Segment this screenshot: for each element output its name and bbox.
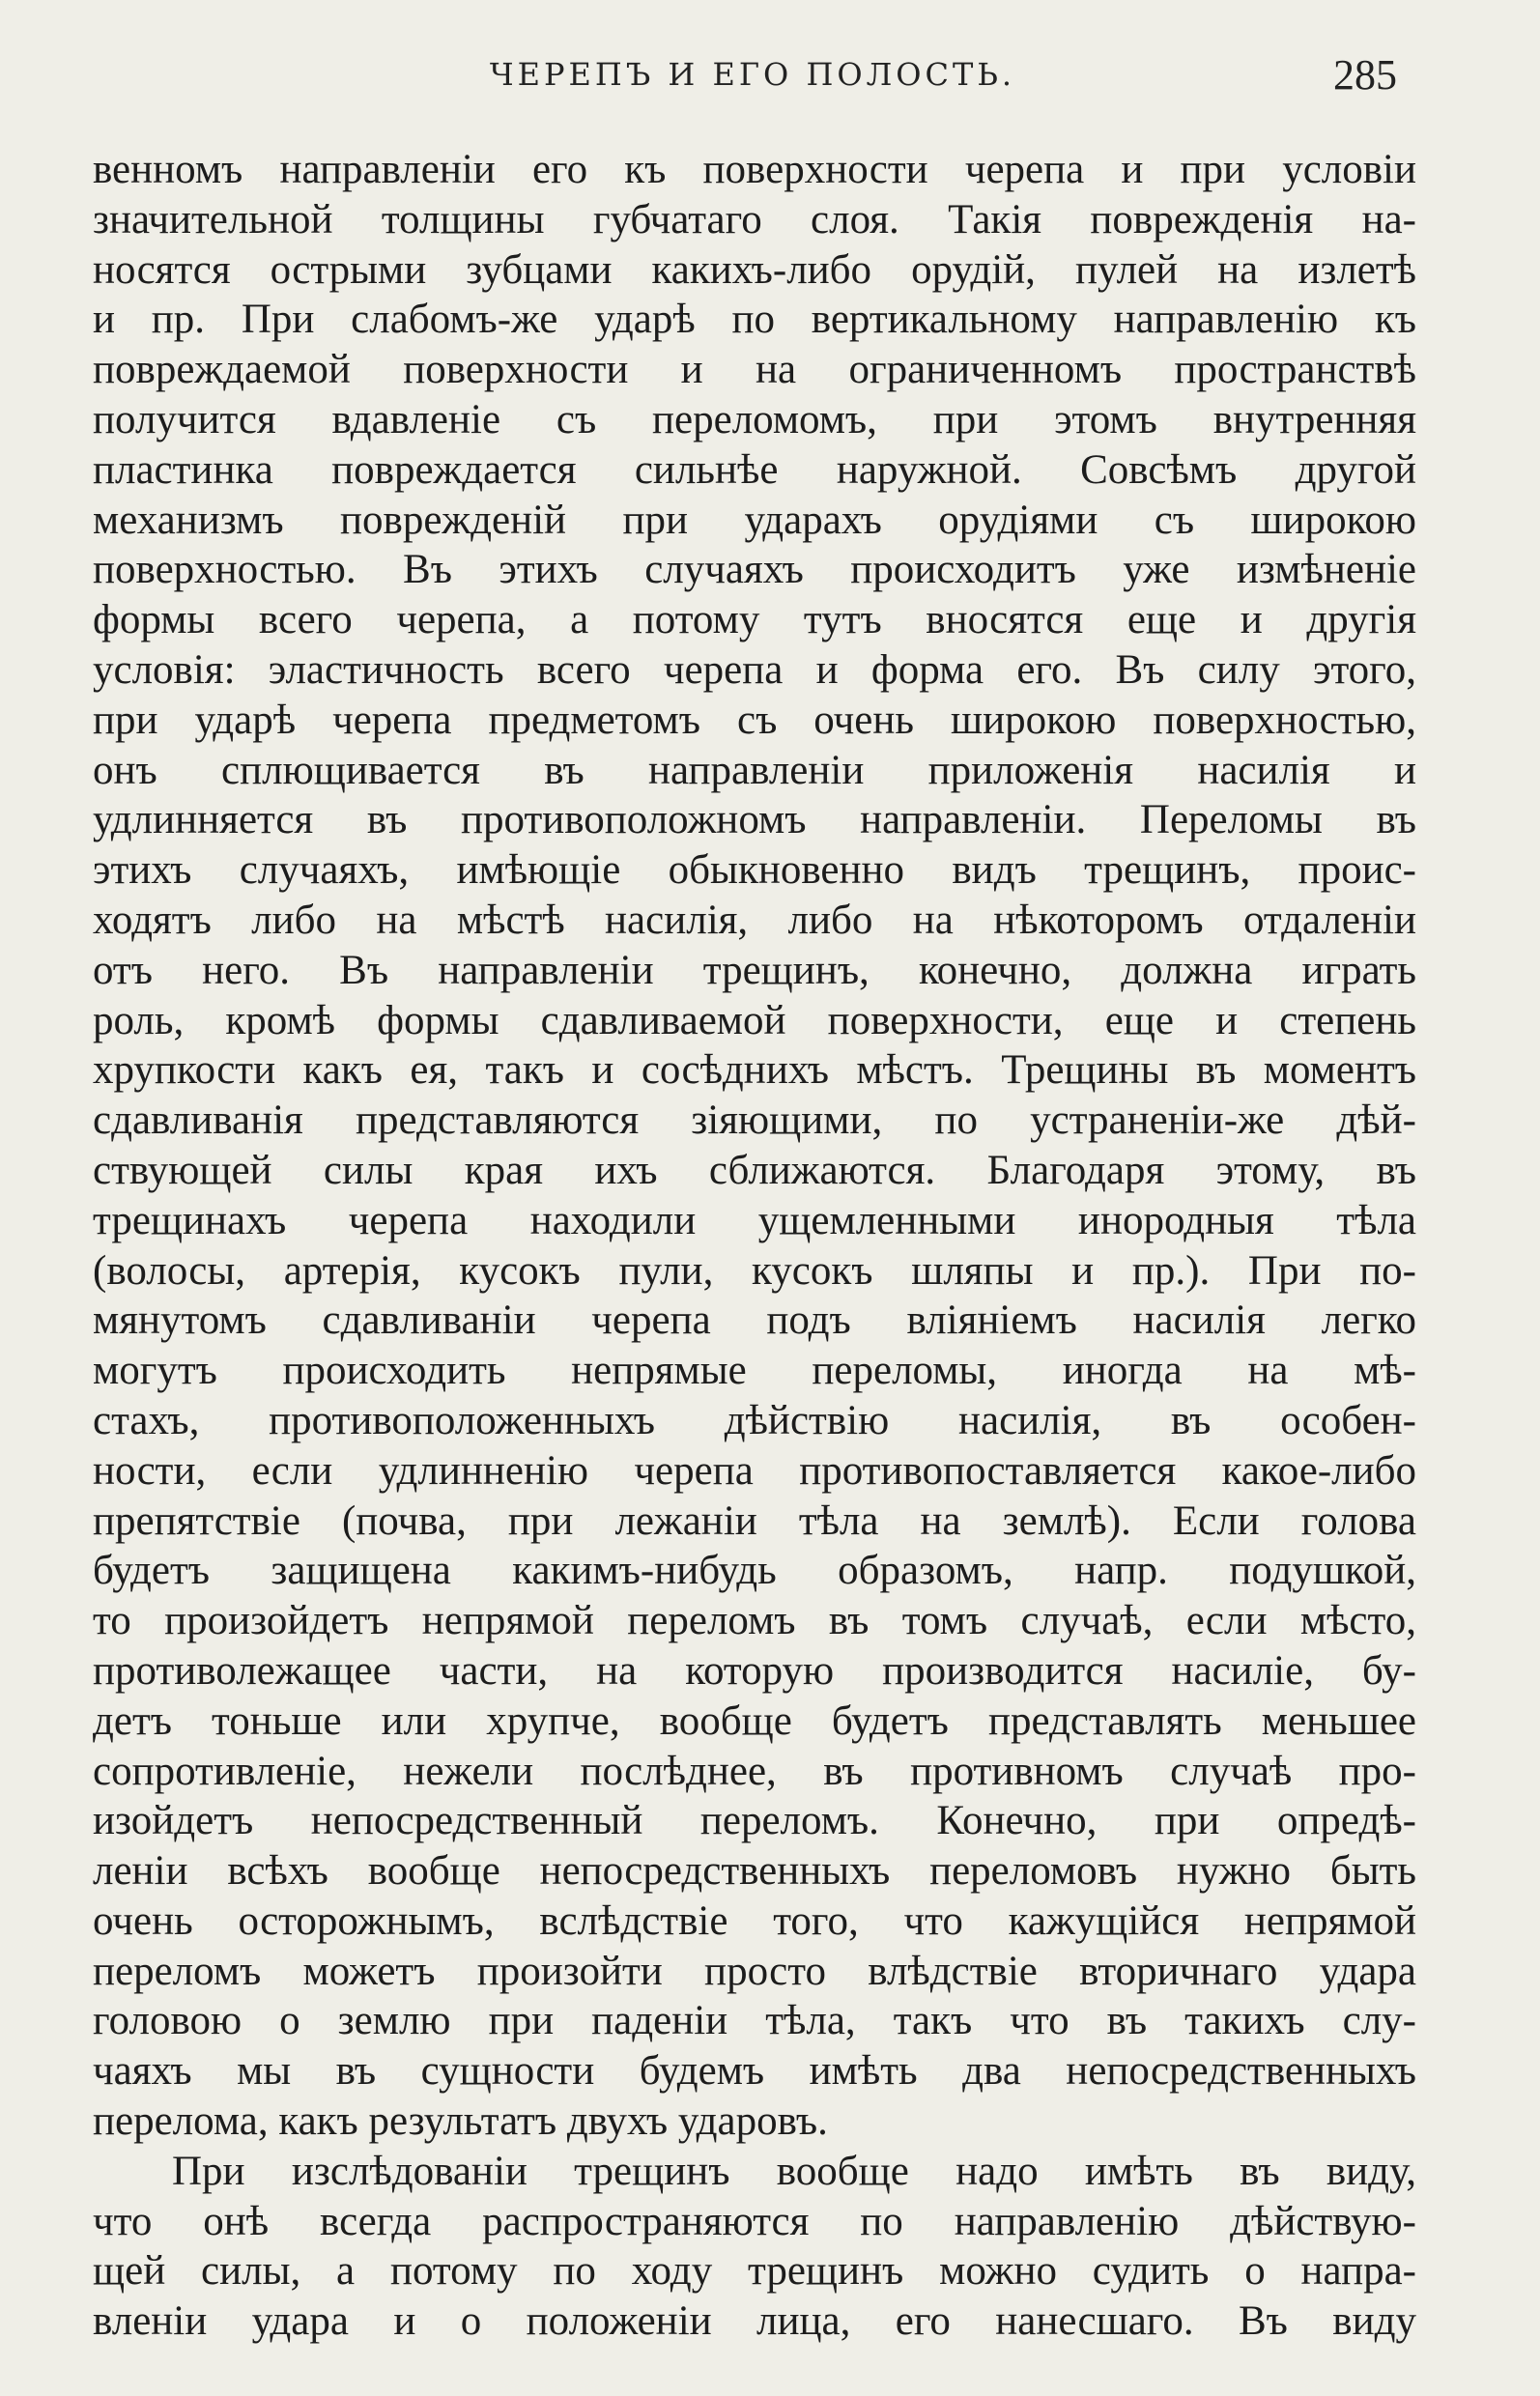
text-line: сдавливанія представляются зіяющими, по устраненіи-же дѣй- [93, 1098, 1416, 1144]
text-line: При изслѣдованіи трещинъ вообще надо имѣть въ виду, [172, 2148, 1416, 2194]
text-line: пластинка повреждается сильнѣе наружной. Совсѣмъ другой [93, 446, 1416, 493]
text-line: что онѣ всегда распространяются по направленію дѣйствую- [93, 2198, 1416, 2244]
text-line: ствующей силы края ихъ сближаются. Благодаря этому, въ [93, 1147, 1416, 1193]
text-line: удлинняется въ противоположномъ направленіи. Переломы въ [93, 797, 1416, 843]
text-line: переломъ можетъ произойти просто влѣдствіе вторичнаго удара [93, 1948, 1416, 1994]
text-line: получится вдавленіе съ переломомъ, при этомъ внутренняя [93, 396, 1416, 442]
text-line: детъ тоньше или хрупче, вообще будетъ представлять меньшее [93, 1697, 1416, 1744]
text-line: онъ сплющивается въ направленіи приложенія насилія и [93, 747, 1416, 793]
text-line: изойдетъ непосредственный переломъ. Конечно, при опредѣ- [93, 1798, 1416, 1844]
paragraph [93, 2147, 1416, 2347]
text-line: вленіи удара и о положеніи лица, его нанесшаго. Въ виду [93, 2298, 1416, 2345]
text-line: препятствіе (почва, при лежаніи тѣла на землѣ). Если голова [93, 1498, 1416, 1544]
text-line: ходятъ либо на мѣстѣ насилія, либо на нѣкоторомъ отдаленіи [93, 897, 1416, 943]
text-line: то произойдетъ непрямой переломъ въ томъ случаѣ, если мѣсто, [93, 1598, 1416, 1644]
text-line: ности, если удлинненію черепа противопоставляется какое-либо [93, 1447, 1416, 1494]
body-text [93, 145, 1416, 2347]
text-line: и пр. При слабомъ-же ударѣ по вертикальному направленію къ [93, 297, 1416, 343]
text-line: головою о землю при паденіи тѣла, такъ что въ такихъ слу- [93, 1998, 1416, 2044]
text-line: будетъ защищена какимъ-нибудь образомъ, напр. подушкой, [93, 1548, 1416, 1594]
text-line: формы всего черепа, а потому тутъ вносятся еще и другія [93, 597, 1416, 643]
text-line: венномъ направленіи его къ поверхности черепа и при условіи [93, 147, 1416, 192]
text-line: хрупкости какъ ея, такъ и сосѣднихъ мѣстъ. Трещины въ моментъ [93, 1047, 1416, 1094]
text-line: при ударѣ черепа предметомъ съ очень широкою поверхностью, [93, 697, 1416, 743]
text-line: роль, кромѣ формы сдавливаемой поверхности, еще и степень [93, 997, 1416, 1043]
text-line: условія: эластичность всего черепа и форма его. Въ силу этого, [93, 646, 1416, 693]
text-line: стахъ, противоположенныхъ дѣйствію насилія, въ особен- [93, 1397, 1416, 1443]
text-line: чаяхъ мы въ сущности будемъ имѣть два непосредственныхъ [93, 2048, 1416, 2095]
text-line: (волосы, артерія, кусокъ пули, кусокъ шляпы и пр.). При по- [93, 1247, 1416, 1294]
running-head: ЧЕРЕПЪ И ЕГО ПОЛОСТЬ. [489, 56, 1016, 93]
text-line: носятся острыми зубцами какихъ-либо орудій, пулей на излетѣ [93, 246, 1416, 293]
text-line: очень осторожнымъ, вслѣдствіе того, что кажущійся непрямой [93, 1897, 1416, 1944]
text-line: леніи всѣхъ вообще непосредственныхъ переломовъ нужно быть [93, 1848, 1416, 1895]
text-line: мянутомъ сдавливаніи черепа подъ вліяніемъ насилія легко [93, 1298, 1416, 1344]
text-line: щей силы, а потому по ходу трещинъ можно судить о напра- [93, 2248, 1416, 2295]
text-line: значительной толщины губчатаго слоя. Такія поврежденія на- [93, 196, 1416, 242]
page-number: 285 [1333, 51, 1397, 99]
text-line: этихъ случаяхъ, имѣющіе обыкновенно видъ трещинъ, проис- [93, 847, 1416, 894]
text-line: поверхностью. Въ этихъ случаяхъ происходитъ уже измѣненіе [93, 547, 1416, 593]
text-line: механизмъ поврежденій при ударахъ орудіями съ широкою [93, 497, 1416, 543]
text-line: противолежащее части, на которую производится насиліе, бу- [93, 1647, 1416, 1694]
page-header [93, 50, 1412, 108]
text-line: отъ него. Въ направленіи трещинъ, конечно, должна играть [93, 947, 1416, 993]
paragraph [93, 145, 1416, 2147]
text-line: могутъ происходить непрямые переломы, иногда на мѣ- [93, 1348, 1416, 1394]
text-line: перелома, какъ результатъ двухъ ударовъ. [93, 2098, 828, 2145]
text-line: трещинахъ черепа находили ущемленными инородныя тѣла [93, 1197, 1416, 1243]
text-line: повреждаемой поверхности и на ограниченномъ пространствѣ [93, 347, 1416, 393]
text-line: сопротивленіе, нежели послѣднее, въ противномъ случаѣ про- [93, 1748, 1416, 1794]
